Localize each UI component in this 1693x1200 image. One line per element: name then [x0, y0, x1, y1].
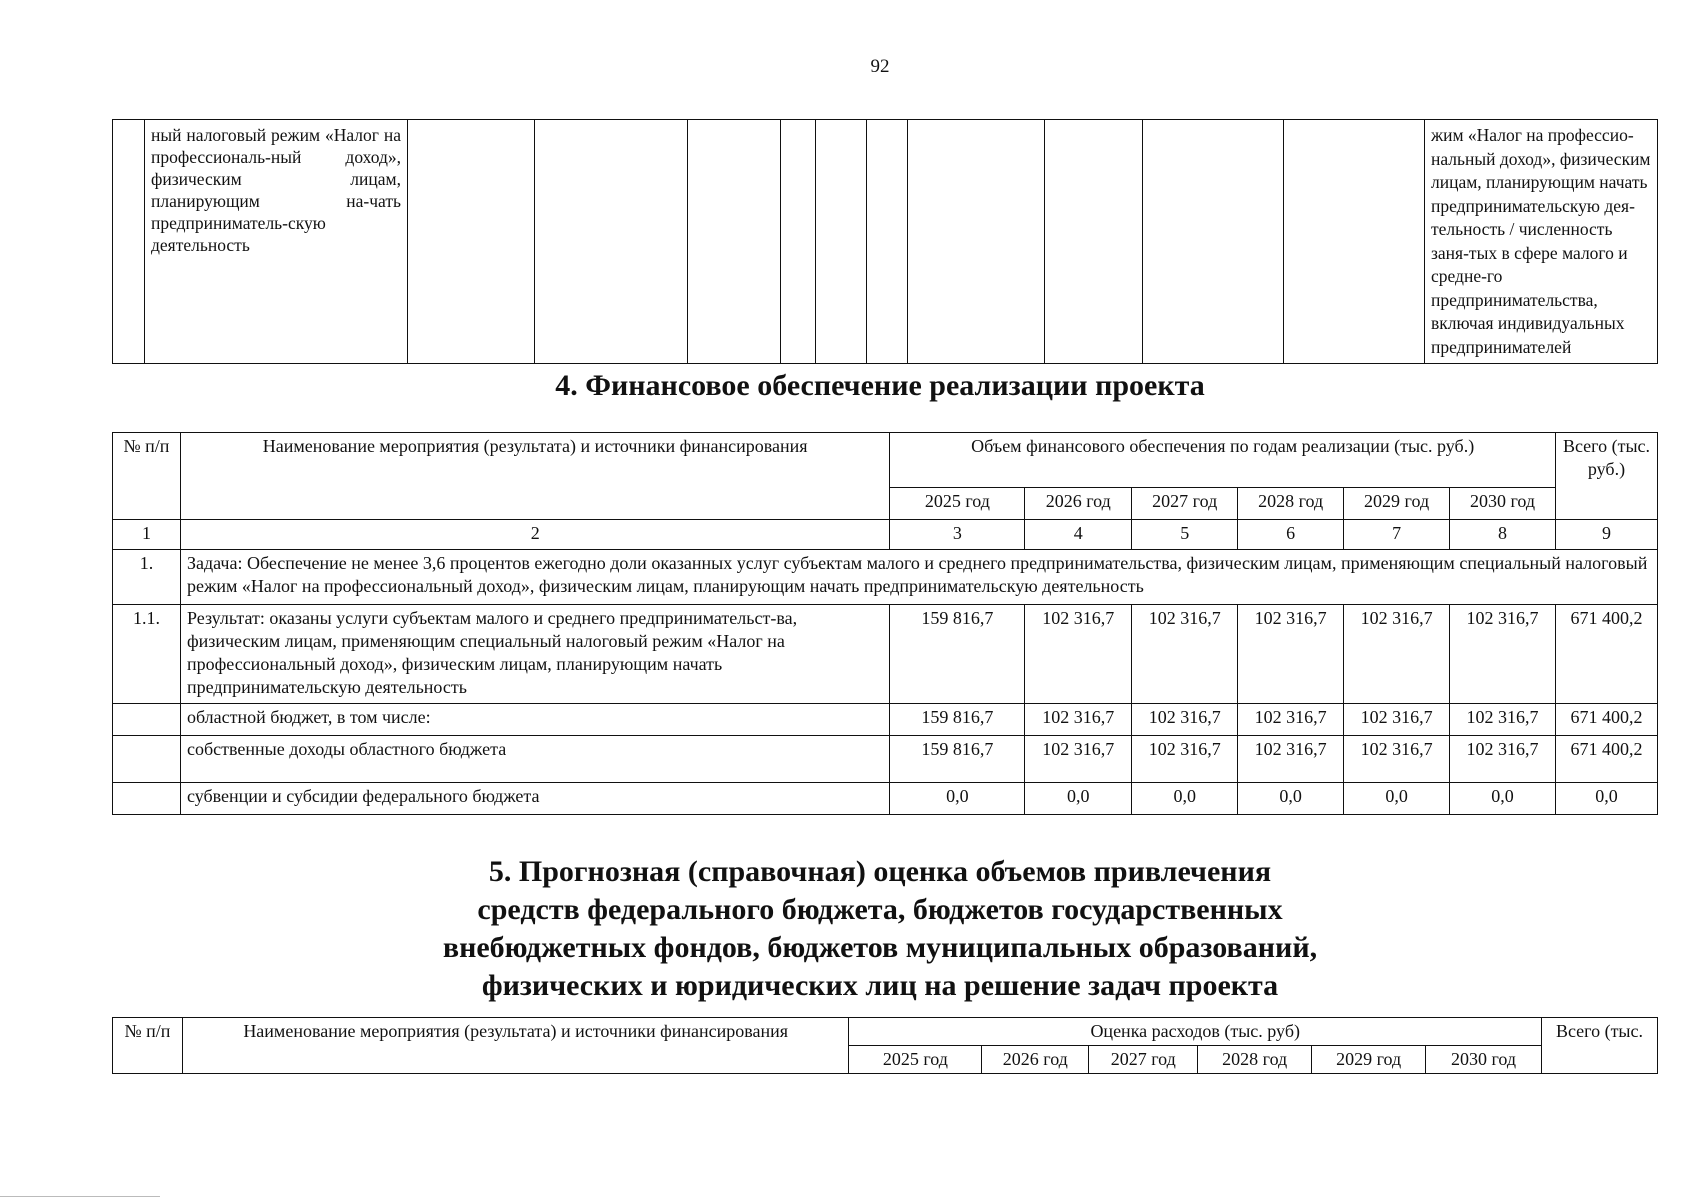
value-cell: 0,0 [1238, 783, 1344, 815]
table-cell [1284, 120, 1425, 364]
section-5-title-line: физических и юридических лиц на решение задач проекта [481, 969, 1279, 1002]
section-5-title-line: внебюджетных фондов, бюджетов муниципальных образований, [442, 931, 1318, 964]
header-year: 2029 год [1312, 1046, 1426, 1074]
header-year: 2030 год [1450, 488, 1556, 520]
header-num: № п/п [113, 1018, 183, 1074]
header-year: 2028 год [1198, 1046, 1312, 1074]
total-cell: 671 400,2 [1556, 704, 1658, 736]
table-row [113, 783, 1658, 815]
value-cell: 102 316,7 [1344, 704, 1450, 736]
value-cell: 102 316,7 [1132, 704, 1238, 736]
column-index: 8 [1450, 520, 1556, 550]
table-cell [688, 120, 781, 364]
table-cell [816, 120, 867, 364]
header-year: 2030 год [1426, 1046, 1542, 1074]
header-total: Всего (тыс. руб.) [1556, 433, 1658, 520]
value-cell: 102 316,7 [1450, 704, 1556, 736]
page-number: 92 [870, 56, 890, 77]
value-cell: 102 316,7 [1344, 605, 1450, 704]
header-total: Всего (тыс. [1541, 1018, 1657, 1074]
header-year: 2026 год [1025, 488, 1132, 520]
header-year: 2027 год [1132, 488, 1238, 520]
header-year: 2029 год [1344, 488, 1450, 520]
header-year: 2026 год [982, 1046, 1089, 1074]
header-estimate: Оценка расходов (тыс. руб) [849, 1018, 1542, 1046]
table-cell [535, 120, 688, 364]
row-name: Результат: оказаны услуги субъектам малого и среднего предпринимательст-ва, физическим лицам, применяющим специальный налоговый режим «Налог на профессиональный доход», физическим лицам, планирующим начать предпринимательскую деятельность [180, 605, 889, 704]
value-cell: 159 816,7 [890, 605, 1025, 704]
header-year: 2028 год [1238, 488, 1344, 520]
row-name: областной бюджет, в том числе: [180, 704, 889, 736]
table-row [113, 120, 1658, 364]
indicator-text: жим «Налог на профессио-нальный доход», физическим лицам, планирующим начать предпринимательскую дея-тельность / численность заня-тых в сфере малого и средне-го предпринимательства, включая индивидуальных предпринимателей [1431, 125, 1651, 357]
table-cell [867, 120, 908, 364]
total-cell: 0,0 [1556, 783, 1658, 815]
row-name: субвенции и субсидии федерального бюджета [180, 783, 889, 815]
header-name: Наименование мероприятия (результата) и источники финансирования [180, 433, 889, 520]
column-index: 3 [890, 520, 1025, 550]
section-5-title-line: средств федерального бюджета, бюджетов государственных [477, 893, 1283, 926]
continuation-table [112, 119, 1658, 364]
value-cell: 102 316,7 [1344, 736, 1450, 783]
value-cell: 102 316,7 [1025, 704, 1132, 736]
task-text: Задача: Обеспечение не менее 3,6 процентов ежегодно доли оказанных услуг субъектам малого и среднего предпринимательства, физическим лицам, применяющим специальный налоговый режим «Налог на профессиональный доход», физическим лицам, планирующим начать предпринимательскую деятельность [180, 550, 1657, 605]
table-row [113, 605, 1658, 704]
value-cell: 102 316,7 [1450, 605, 1556, 704]
section-4-title: 4. Финансовое обеспечение реализации проекта [555, 369, 1205, 402]
row-num [113, 783, 181, 815]
table-header-row [113, 433, 1658, 488]
scan-artifact [0, 1196, 160, 1197]
total-cell: 671 400,2 [1556, 736, 1658, 783]
measure-text: ный налоговый режим «Налог на профессиональ-ный доход», физическим лицам, планирующим на-чать предприниматель-скую деятельность [151, 125, 401, 255]
estimate-table [112, 1017, 1658, 1074]
financing-table [112, 432, 1658, 815]
table-header-row [113, 1018, 1658, 1046]
row-num [113, 736, 181, 783]
column-index: 4 [1025, 520, 1132, 550]
value-cell: 0,0 [890, 783, 1025, 815]
value-cell: 0,0 [1344, 783, 1450, 815]
header-year: 2027 год [1089, 1046, 1198, 1074]
section-5-title-line: 5. Прогнозная (справочная) оценка объемов привлечения [488, 855, 1272, 888]
total-cell: 671 400,2 [1556, 605, 1658, 704]
value-cell: 0,0 [1450, 783, 1556, 815]
value-cell: 159 816,7 [890, 736, 1025, 783]
column-index: 5 [1132, 520, 1238, 550]
value-cell: 102 316,7 [1132, 605, 1238, 704]
column-index: 9 [1556, 520, 1658, 550]
header-name: Наименование мероприятия (результата) и источники финансирования [182, 1018, 848, 1074]
table-cell [1045, 120, 1143, 364]
table-cell [408, 120, 535, 364]
header-num: № п/п [113, 433, 181, 520]
table-cell [145, 120, 408, 364]
column-index: 6 [1238, 520, 1344, 550]
table-cell [1425, 120, 1658, 364]
task-row [113, 550, 1658, 605]
table-row [113, 704, 1658, 736]
value-cell: 159 816,7 [890, 704, 1025, 736]
value-cell: 102 316,7 [1238, 605, 1344, 704]
column-index: 2 [180, 520, 889, 550]
value-cell: 0,0 [1132, 783, 1238, 815]
value-cell: 102 316,7 [1238, 704, 1344, 736]
column-index: 7 [1344, 520, 1450, 550]
section-5-title [0, 853, 1693, 1005]
header-year: 2025 год [890, 488, 1025, 520]
value-cell: 102 316,7 [1238, 736, 1344, 783]
header-year: 2025 год [849, 1046, 982, 1074]
table-cell [1143, 120, 1284, 364]
row-num [113, 704, 181, 736]
value-cell: 102 316,7 [1025, 605, 1132, 704]
column-index: 1 [113, 520, 181, 550]
table-cell [113, 120, 145, 364]
task-num: 1. [113, 550, 181, 605]
row-num: 1.1. [113, 605, 181, 704]
value-cell: 0,0 [1025, 783, 1132, 815]
value-cell: 102 316,7 [1025, 736, 1132, 783]
value-cell: 102 316,7 [1450, 736, 1556, 783]
row-name: собственные доходы областного бюджета [180, 736, 889, 783]
value-cell: 102 316,7 [1132, 736, 1238, 783]
table-cell [908, 120, 1045, 364]
column-index-row [113, 520, 1658, 550]
table-cell [781, 120, 816, 364]
header-volume: Объем финансового обеспечения по годам реализации (тыс. руб.) [890, 433, 1556, 488]
table-row [113, 736, 1658, 783]
